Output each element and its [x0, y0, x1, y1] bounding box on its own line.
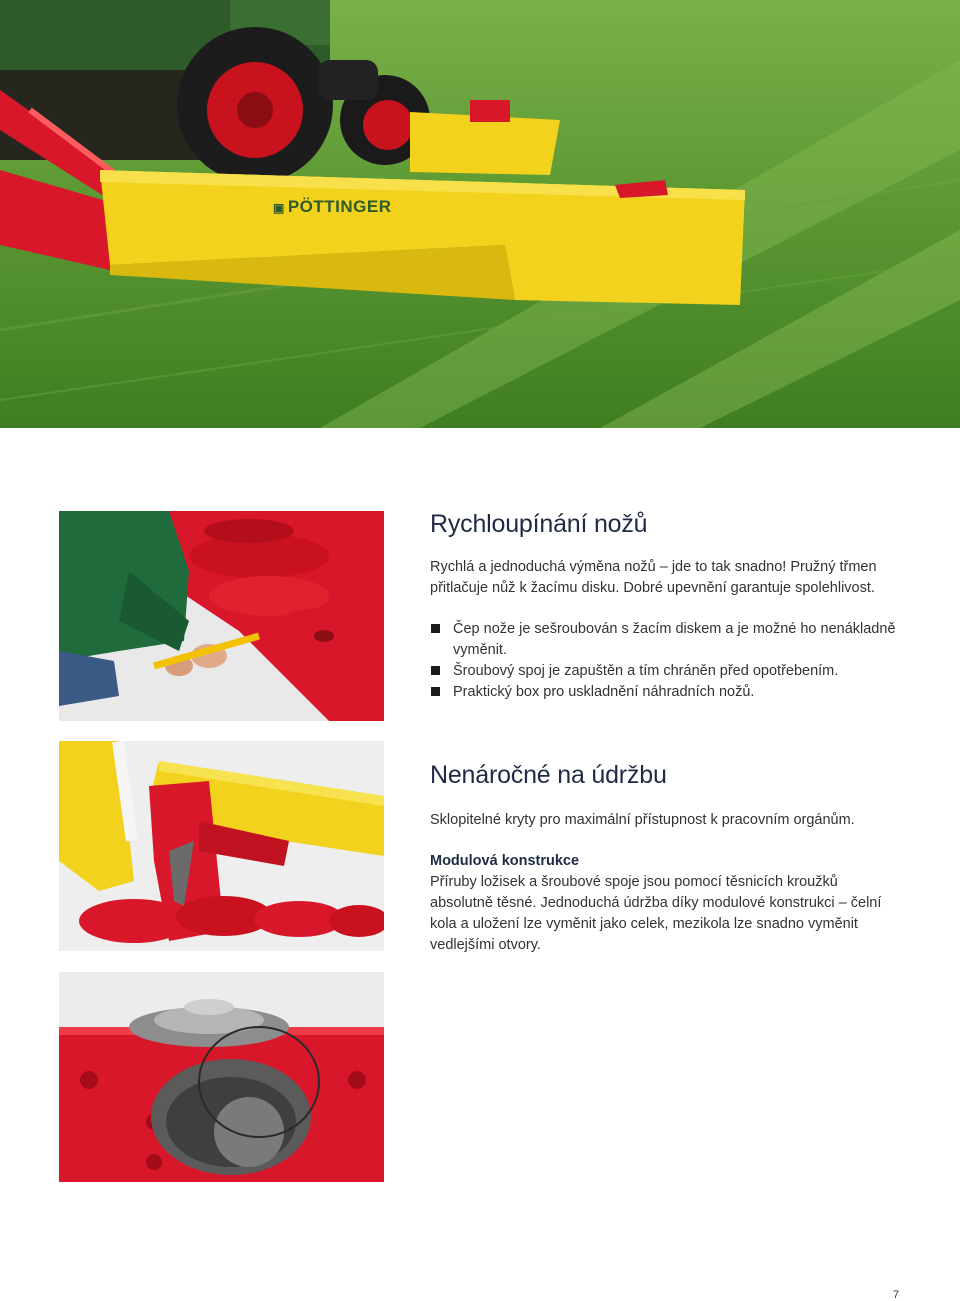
- list-item-text: Čep nože je sešroubován s žacím diskem a je možné ho nenákladně: [453, 621, 896, 637]
- photo-tilting-guard: [59, 741, 384, 951]
- photo-knife-change: [59, 511, 384, 721]
- list-item: [430, 661, 910, 682]
- list-item-text: Praktický box pro uskladnění náhradních nožů.: [453, 684, 755, 700]
- bullet-square-icon: [431, 687, 440, 696]
- body-line-1: Příruby ložisek a šroubové spoje jsou pomocí těsnicích kroužků: [430, 874, 838, 890]
- section-low-maintenance: [430, 761, 910, 956]
- section-intro-knives-line-2: přitlačuje nůž k žacímu disku. Dobré upevnění garantuje spolehlivost.: [430, 580, 875, 596]
- photo-gear-module: [59, 972, 384, 1182]
- list-item: [430, 619, 910, 661]
- section-title-maintenance: Nenáročné na údržbu: [430, 761, 667, 789]
- bullet-square-icon: [431, 624, 440, 633]
- pottinger-logo-mark: ▣: [273, 201, 285, 215]
- page-number: 7: [893, 1289, 900, 1301]
- body-line-4: vedlejšími otvory.: [430, 937, 541, 953]
- pottinger-logo: ▣ PÖTTINGER: [273, 197, 392, 216]
- body-modular-construction: [430, 872, 910, 956]
- section-intro-knives: [430, 557, 910, 599]
- bullet-square-icon: [431, 666, 440, 675]
- section-intro-knives-line-1: Rychlá a jednoduchá výměna nožů – jde to tak snadno! Pružný třmen: [430, 559, 877, 575]
- section-quick-knife-change: [430, 510, 910, 703]
- list-item-text: Šroubový spoj je zapuštěn a tím chráněn před opotřebením.: [453, 663, 839, 679]
- section-intro-maintenance: Sklopitelné kryty pro maximální přístupnost k pracovním orgánům.: [430, 812, 855, 828]
- list-item: [430, 682, 910, 703]
- subheading-modular-construction: Modulová konstrukce: [430, 853, 580, 869]
- hero-photo-mower-field: [0, 0, 960, 428]
- body-line-3: kola a uložení lze vyměnit jako celek, mezikola lze snadno vyměnit: [430, 916, 858, 932]
- list-item-text-continued: vyměnit.: [453, 642, 507, 658]
- knife-features-list: [430, 619, 910, 703]
- body-line-2: absolutně těsné. Jednoduchá údržba díky modulové konstrukci – čelní: [430, 895, 882, 911]
- section-title-knives: Rychloupínání nožů: [430, 510, 648, 538]
